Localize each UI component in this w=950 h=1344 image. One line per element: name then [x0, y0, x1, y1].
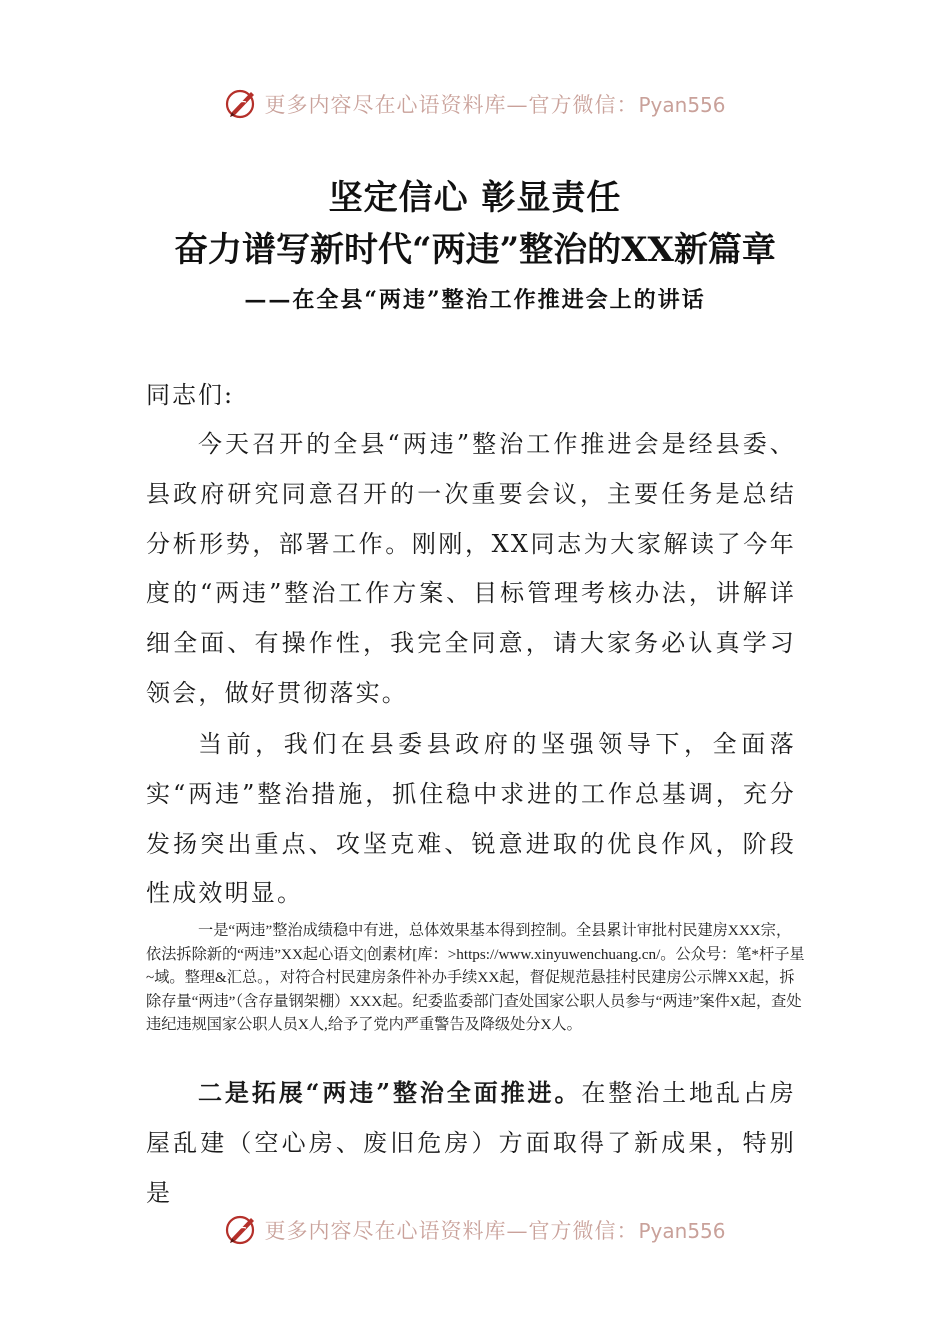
watermark-text: 更多内容尽在心语资料库—官方微信：Pyan556 [264, 1219, 726, 1243]
footer-watermark [0, 1212, 950, 1248]
wechat-id: Pyan556 [638, 1219, 726, 1243]
paragraph-4-lead: 二是拓展“两违”整治全面推进。 [198, 1078, 582, 1107]
title-line-2: 奋力谱写新时代“两违”整治的XX新篇章 [174, 230, 776, 270]
paragraph-4 [146, 1068, 796, 1218]
paragraph-3: 一是“两违”整治成绩稳中有进，总体效果基本得到控制。全县累计审批村民建房XXX宗，依法拆除新的“两违”XX起心语文|创素材[库：>https://www.xinyuwenchuang.cn/。公众号：笔*杆子星~域。整理&汇总。，对符合村民建房条件补办手续XX起，督促规范悬挂村民建房公示牌XX起，拆除存量“两违”（含存量钢架棚）XXX起。纪委监委部门查处国家公职人员参与“两违”案件X起，查处违纪违规国家公职人员X人,给予了党内严重警告及降级处分X人。 [146, 922, 805, 1034]
pen-logo-icon [224, 86, 260, 122]
salutation: 同志们: [146, 381, 235, 409]
title-line-1: 坚定信心 彰显责任 [328, 178, 622, 218]
paragraph-2: 当前，我们在县委县政府的坚强领导下，全面落实“两违”整治措施，抓住稳中求进的工作总基调，充分发扬突出重点、攻坚克难、锐意进取的优良作风，阶段性成效明显。 [146, 730, 796, 908]
paragraph-4-rest: 在整治土地乱占房屋乱建（空心房、废旧危房）方面取得了新成果，特别是 [146, 1079, 796, 1207]
pen-logo-icon [224, 1212, 260, 1248]
paragraph-1: 今天召开的全县“两违”整治工作推进会是经县委、县政府研究同意召开的一次重要会议，主要任务是总结分析形势，部署工作。刚刚，XX同志为大家解读了今年度的“两违”整治工作方案、目标管理考核办法，讲解详细全面、有操作性，我完全同意，请大家务必认真学习领会，做好贯彻落实。 [146, 430, 796, 707]
wechat-id: Pyan556 [638, 93, 726, 117]
header-watermark [0, 86, 950, 122]
watermark-text: 更多内容尽在心语资料库—官方微信：Pyan556 [264, 93, 726, 117]
subtitle: ——在全县“两违”整治工作推进会上的讲话 [244, 287, 706, 313]
